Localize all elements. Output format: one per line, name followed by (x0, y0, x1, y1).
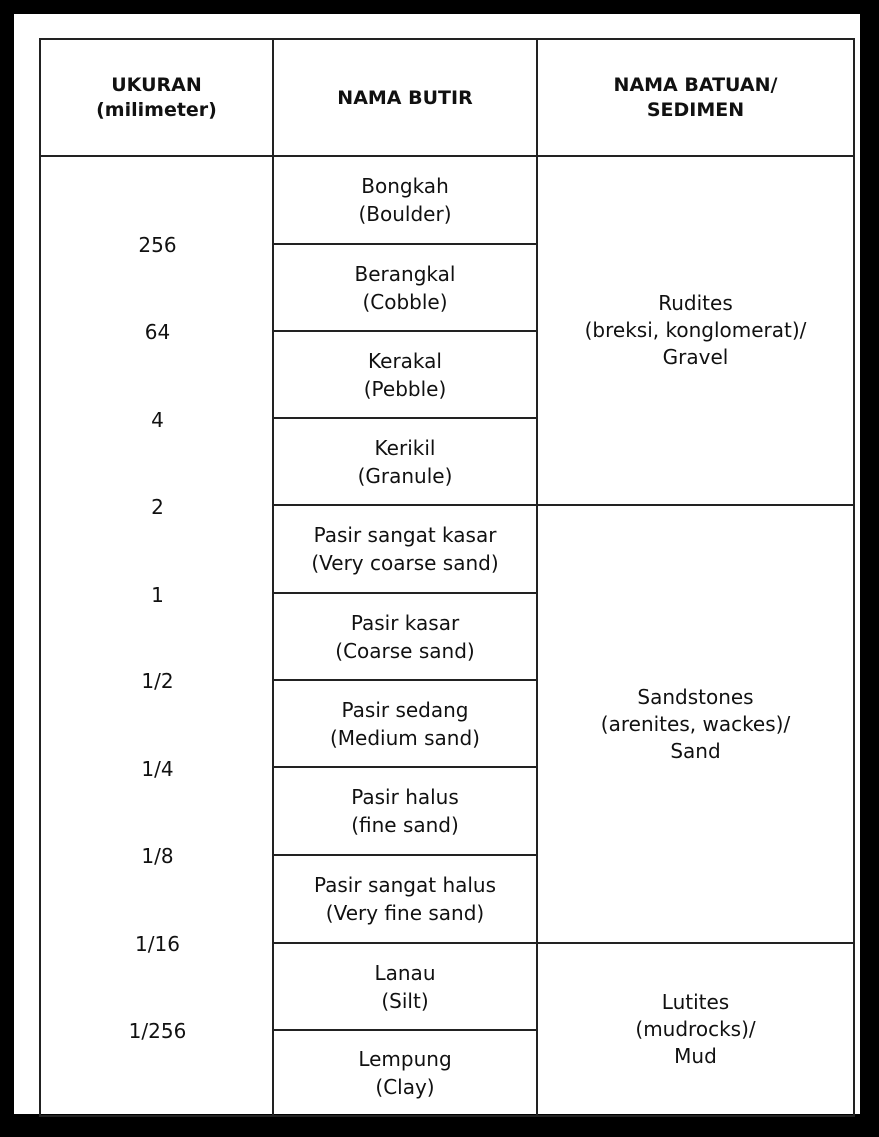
size-value: 2 (151, 495, 164, 519)
rock-name: Rudites (658, 291, 733, 315)
header-size: UKURAN (milimeter) (96, 74, 217, 121)
grain-name: Lanau (374, 960, 436, 985)
size-value: 1/256 (128, 1019, 187, 1043)
grain-name-en: (Very fine sand) (325, 901, 485, 925)
rock-name: Lutites (661, 990, 730, 1014)
grain-name: Pasir kasar (350, 610, 460, 635)
grain-name-en: (Silt) (381, 988, 429, 1013)
grain-cell-cobble (274, 245, 536, 330)
grain-name: Berangkal (354, 261, 456, 286)
grain-size-table (39, 38, 855, 1117)
rock-types: (arenites, wackes)/ (600, 711, 791, 736)
grain-name-en: (Coarse sand) (335, 638, 475, 663)
rock-name: Sandstones (637, 684, 754, 709)
grain-name: Pasir sangat halus (313, 873, 497, 897)
size-value: 256 (138, 233, 177, 257)
rock-cell-lutites (538, 944, 853, 1115)
grain-name: Pasir halus (351, 785, 459, 809)
size-value: 1 (151, 583, 164, 607)
size-value: 1/8 (141, 844, 174, 868)
grain-cell-pebble (274, 332, 536, 417)
grain-name-en: (fine sand) (351, 813, 459, 837)
grain-name: Lempung (358, 1047, 452, 1071)
sediment-name: Gravel (662, 345, 729, 369)
grain-cell-medium-sand (274, 681, 536, 766)
grain-name-en: (Cobble) (362, 289, 448, 314)
grain-name: Bongkah (361, 174, 449, 198)
size-value: 1/16 (135, 932, 180, 956)
grain-cell-fine-sand (274, 768, 536, 854)
rock-types: (breksi, konglomerat)/ (584, 318, 807, 342)
grain-name-en: (Boulder) (358, 202, 452, 226)
grain-name-en: (Medium sand) (330, 725, 480, 750)
sediment-name: Mud (674, 1044, 717, 1068)
grain-name: Pasir sangat kasar (313, 523, 497, 547)
grain-cell-clay (274, 1031, 536, 1115)
header-rock-name: NAMA BATUAN/ SEDIMEN (613, 74, 778, 121)
size-value: 1/4 (141, 757, 174, 781)
rock-cell-rudites (538, 157, 853, 504)
grain-cell-very-fine-sand (274, 856, 536, 942)
rock-types: (mudrocks)/ (635, 1017, 756, 1041)
grain-name-en: (Pebble) (363, 376, 447, 401)
size-value: 64 (144, 320, 171, 344)
grain-cell-very-coarse-sand (274, 506, 536, 592)
header-grain-name: NAMA BUTIR (337, 86, 473, 109)
grain-name-en: (Granule) (357, 463, 453, 488)
size-value: 4 (151, 408, 164, 432)
grain-name-en: (Very coarse sand) (311, 551, 499, 575)
grain-cell-granule (274, 419, 536, 504)
size-value: 1/2 (141, 669, 174, 693)
grain-name: Pasir sedang (341, 697, 469, 722)
grain-cell-coarse-sand (274, 594, 536, 679)
page-sheet (14, 14, 860, 1114)
grain-name-en: (Clay) (375, 1075, 435, 1099)
grain-cell-silt (274, 944, 536, 1029)
rock-cell-sandstones (538, 506, 853, 942)
grain-name: Kerakal (368, 348, 442, 373)
grain-cell-boulder (274, 157, 536, 243)
grain-name: Kerikil (374, 435, 436, 460)
sediment-name: Sand (670, 738, 721, 763)
